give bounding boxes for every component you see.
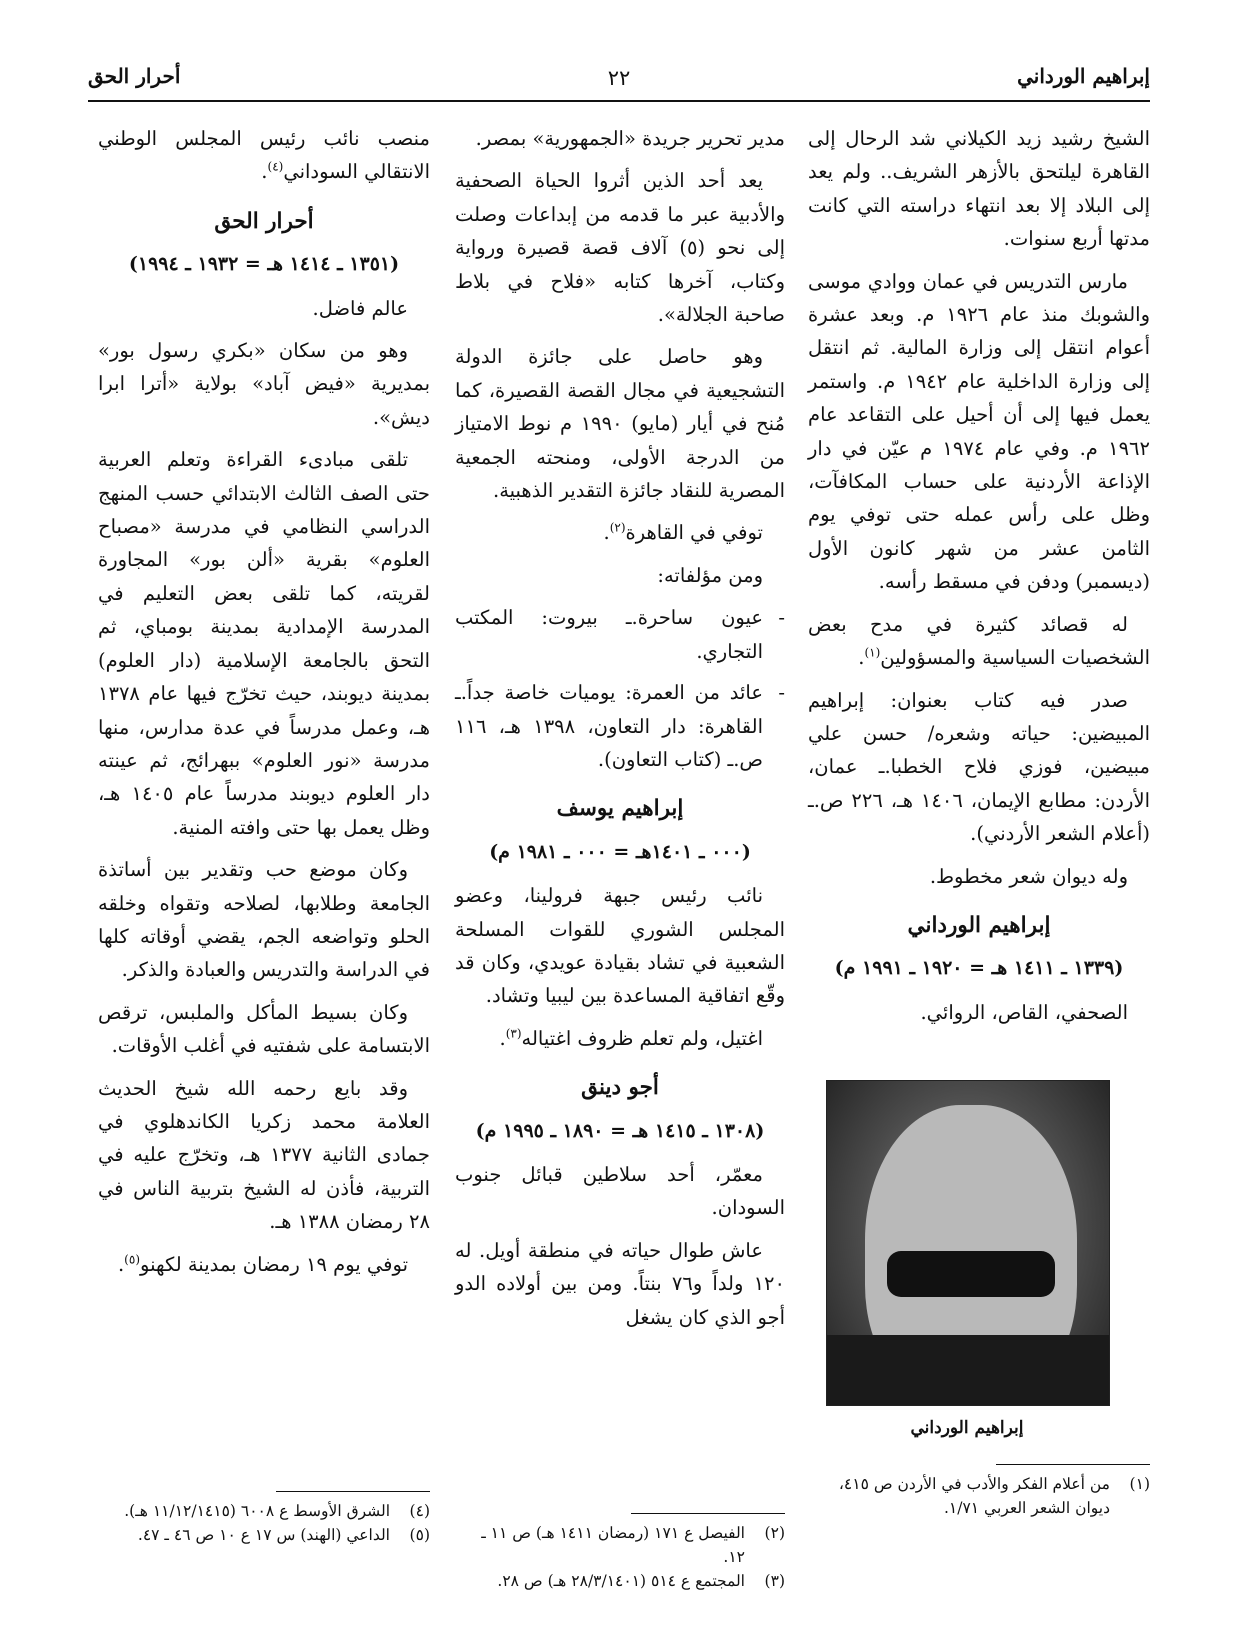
footnote-ref: (٢) <box>609 520 626 535</box>
column-right <box>808 122 1150 1038</box>
paragraph: عالم فاضل. <box>312 296 408 320</box>
paragraph: الشيخ رشيد زيد الكيلاني شد الرحال إلى القاهرة ليلتحق بالأزهر الشريف.. ولم يعد إلى البلاد إلا بعد انتهاء دراسته التي كانت مدتها أربع سنوات. <box>808 127 1150 251</box>
paragraph: مارس التدريس في عمان ووادي موسى والشوبك منذ عام ١٩٢٦ م. وبعد عشرة أعوام انتقل إلى وزارة المالية. ثم انتقل إلى وزارة الداخلية عام ١٩٤٢ م. واستمر يعمل فيها إلى أن أحيل على التقاعد عام ١٩٦٢ م. وفي عام ١٩٧٤ م عيّن في دار الإذاعة الأردنية على حساب المكافآت، وظل على رأس عمله حتى توفي يوم الثامن عشر من شهر كانون الأول (ديسمبر) ودفن في مسقط رأسه. <box>808 269 1150 594</box>
portrait-photo <box>826 1080 1110 1406</box>
footnote-rule <box>631 1513 785 1514</box>
entry-dates: (١٣٥١ ـ ١٤١٤ هـ = ١٩٣٢ ـ ١٩٩٤) <box>128 253 400 276</box>
entry-heading: أجو دينق <box>581 1075 659 1101</box>
paragraph: عاش طوال حياته في منطقة أويل. له ١٢٠ ولداً و٧٦ بنتاً. ومن بين أولاده الدو أجو الذي كان يشغل <box>455 1238 785 1329</box>
paragraph: معمّر، أحد سلاطين قبائل جنوب السودان. <box>455 1162 785 1220</box>
footnotes-right <box>808 1472 1150 1520</box>
paragraph: توفي يوم ١٩ رمضان بمدينة لكهنو$^{(٥)}$. <box>117 1252 408 1276</box>
footnote-rule <box>996 1464 1150 1465</box>
paragraph: ومن مؤلفاته: <box>657 563 763 587</box>
footnote: (٢) الفيصل ع ١٧١ (رمضان ١٤١١ هـ) ص ١١ ـ ١٢. <box>481 1524 785 1566</box>
page-number: ٢٢ <box>607 66 631 90</box>
footnote-ref: (٣) <box>505 1026 522 1041</box>
footnotes-left <box>98 1499 430 1547</box>
footnote: (١) من أعلام الفكر والأدب في الأردن ص ٤١٥، ديوان الشعر العربي ١/٧١. <box>838 1475 1150 1517</box>
paragraph: صدر فيه كتاب بعنوان: إبراهيم المبيضين: حياته وشعره/ حسن علي مبيضين، فوزي فلاح الخطبا.ـ عمان، الأردن: مطابع الإيمان، ١٤٠٦ هـ، ٢٢٦ ص.ـ (أعلام الشعر الأردني). <box>808 688 1151 846</box>
paragraph: توفي في القاهرة$^{(٢)}$. <box>603 520 763 545</box>
paragraph: نائب رئيس جبهة فرولينا، وعضو المجلس الشوري للقوات المسلحة الشعبية في تشاد بقيادة عويدي، وكان قد وقّع اتفاقية المساعدة بين ليبيا وتشاد. <box>455 884 785 1008</box>
footnote: (٤) الشرق الأوسط ع ٦٠٠٨ (١١/١٢/١٤١٥ هـ). <box>124 1502 430 1520</box>
running-title-right: إبراهيم الورداني <box>1017 64 1150 88</box>
paragraph: يعد أحد الذين أثروا الحياة الصحفية والأدبية عبر ما قدمه من إبداعات وصلت إلى نحو (٥) آلاف قصة قصيرة ورواية وكتاب، آخرها كتابه «فلاح في بلاط صاحبة الجلالة». <box>455 169 785 327</box>
running-title-left: أحرار الحق <box>88 64 181 88</box>
works-list <box>455 601 785 776</box>
footnote: (٣) المجتمع ع ٥١٤ (٢٨/٣/١٤٠١ هـ) ص ٢٨. <box>497 1572 785 1590</box>
list-item: - عائد من العمرة: يوميات خاصة جداً.ـ القاهرة: دار التعاون، ١٣٩٨ هـ، ١١٦ ص.ـ (كتاب التعاون). <box>455 681 785 771</box>
paragraph: له قصائد كثيرة في مدح بعض الشخصيات السياسية والمسؤولين$^{(١)}$. <box>808 612 1150 670</box>
footnotes-middle <box>455 1521 785 1593</box>
page-header <box>88 60 1150 102</box>
footnote-ref: (٤) <box>267 159 284 174</box>
entry-heading: أحرار الحق <box>214 208 314 234</box>
footnote-ref: (١) <box>864 645 881 660</box>
paragraph: وهو من سكان «بكري رسول بور» بمديرية «فيض آباد» بولاية «أترا ابرا ديش». <box>98 339 430 429</box>
entry-dates: (١٣٠٨ ـ ١٤١٥ هـ = ١٨٩٠ ـ ١٩٩٥ م) <box>475 1119 765 1142</box>
paragraph: وقد بايع رحمه الله شيخ الحديث العلامة محمد زكريا الكاندهلوي في جمادى الثانية ١٣٧٧ هـ، وتخرّج عليه في التربية، فأذن له الشيخ بتربية الناس في ٢٨ رمضان ١٣٨٨ هـ. <box>98 1076 430 1234</box>
paragraph: وهو حاصل على جائزة الدولة التشجيعية في مجال القصة القصيرة، كما مُنح في أيار (مايو) ١٩٩٠ م نوط الامتياز من الدرجة الأولى، ومنحته الجمعية المصرية للنقاد جائزة التقدير الذهبية. <box>455 345 785 503</box>
paragraph: اغتيل، ولم تعلم ظروف اغتياله$^{(٣)}$. <box>499 1026 763 1050</box>
entry-heading: إبراهيم يوسف <box>556 796 684 822</box>
footnote: (٥) الداعي (الهند) س ١٧ ع ١٠ ص ٤٦ ـ ٤٧. <box>137 1526 430 1544</box>
column-left <box>98 122 430 1290</box>
paragraph: تلقى مبادىء القراءة وتعلم العربية حتى الصف الثالث الابتدائي حسب المنهج الدراسي النظامي في مدرسة «مصباح العلوم» بقرية «ألن بور» المجاورة لقريته، كما تلقى بعض التعليم في المدرسة الإمدادية بمدينة بومباي، ثم التحق بالجامعة الإسلامية (دار العلوم) بمدينة ديوبند، حيث تخرّج فيها عام ١٣٧٨ هـ، وعمل مدرساً في عدة مدارس، منها مدرسة «نور العلوم» ببهرائج، ثم عينته دار العلوم ديوبند مدرساً عام ١٤٠٥ هـ، وظل يعمل بها حتى وافته المنية. <box>98 448 430 839</box>
paragraph: مدير تحرير جريدة «الجمهورية» بمصر. <box>475 127 785 150</box>
paragraph: وكان موضع حب وتقدير بين أساتذة الجامعة وطلابها، لصلاحه وتقواه وخلقه الحلو وتواضعه الجم، يقضي أوقاته كلها في الدراسة والتدريس والعبادة والذكر. <box>98 858 430 982</box>
paragraph: منصب نائب رئيس المجلس الوطني الانتقالي السوداني$^{(٤)}$. <box>98 127 430 184</box>
footnote-ref: (٥) <box>124 1252 140 1267</box>
footnote-rule <box>276 1491 430 1492</box>
entry-dates: (١٣٣٩ ـ ١٤١١ هـ = ١٩٢٠ ـ ١٩٩١ م) <box>834 957 1124 980</box>
entry-heading: إبراهيم الورداني <box>907 912 1051 938</box>
paragraph: وكان بسيط المأكل والملبس، ترقص الابتسامة على شفتيه في أغلب الأوقات. <box>98 1000 430 1058</box>
portrait-glasses <box>887 1251 1055 1297</box>
column-middle <box>455 122 785 1343</box>
list-item: - عيون ساحرة.ـ بيروت: المكتب التجاري. <box>455 606 785 663</box>
paragraph: وله ديوان شعر مخطوط. <box>929 864 1128 888</box>
portrait-suit <box>827 1335 1109 1405</box>
paragraph: الصحفي، القاص، الروائي. <box>920 1000 1128 1024</box>
photo-caption: إبراهيم الورداني <box>910 1418 1024 1438</box>
entry-dates: (٠٠٠ ـ ١٤٠١هـ = ٠٠٠ ـ ١٩٨١ م) <box>489 840 751 863</box>
